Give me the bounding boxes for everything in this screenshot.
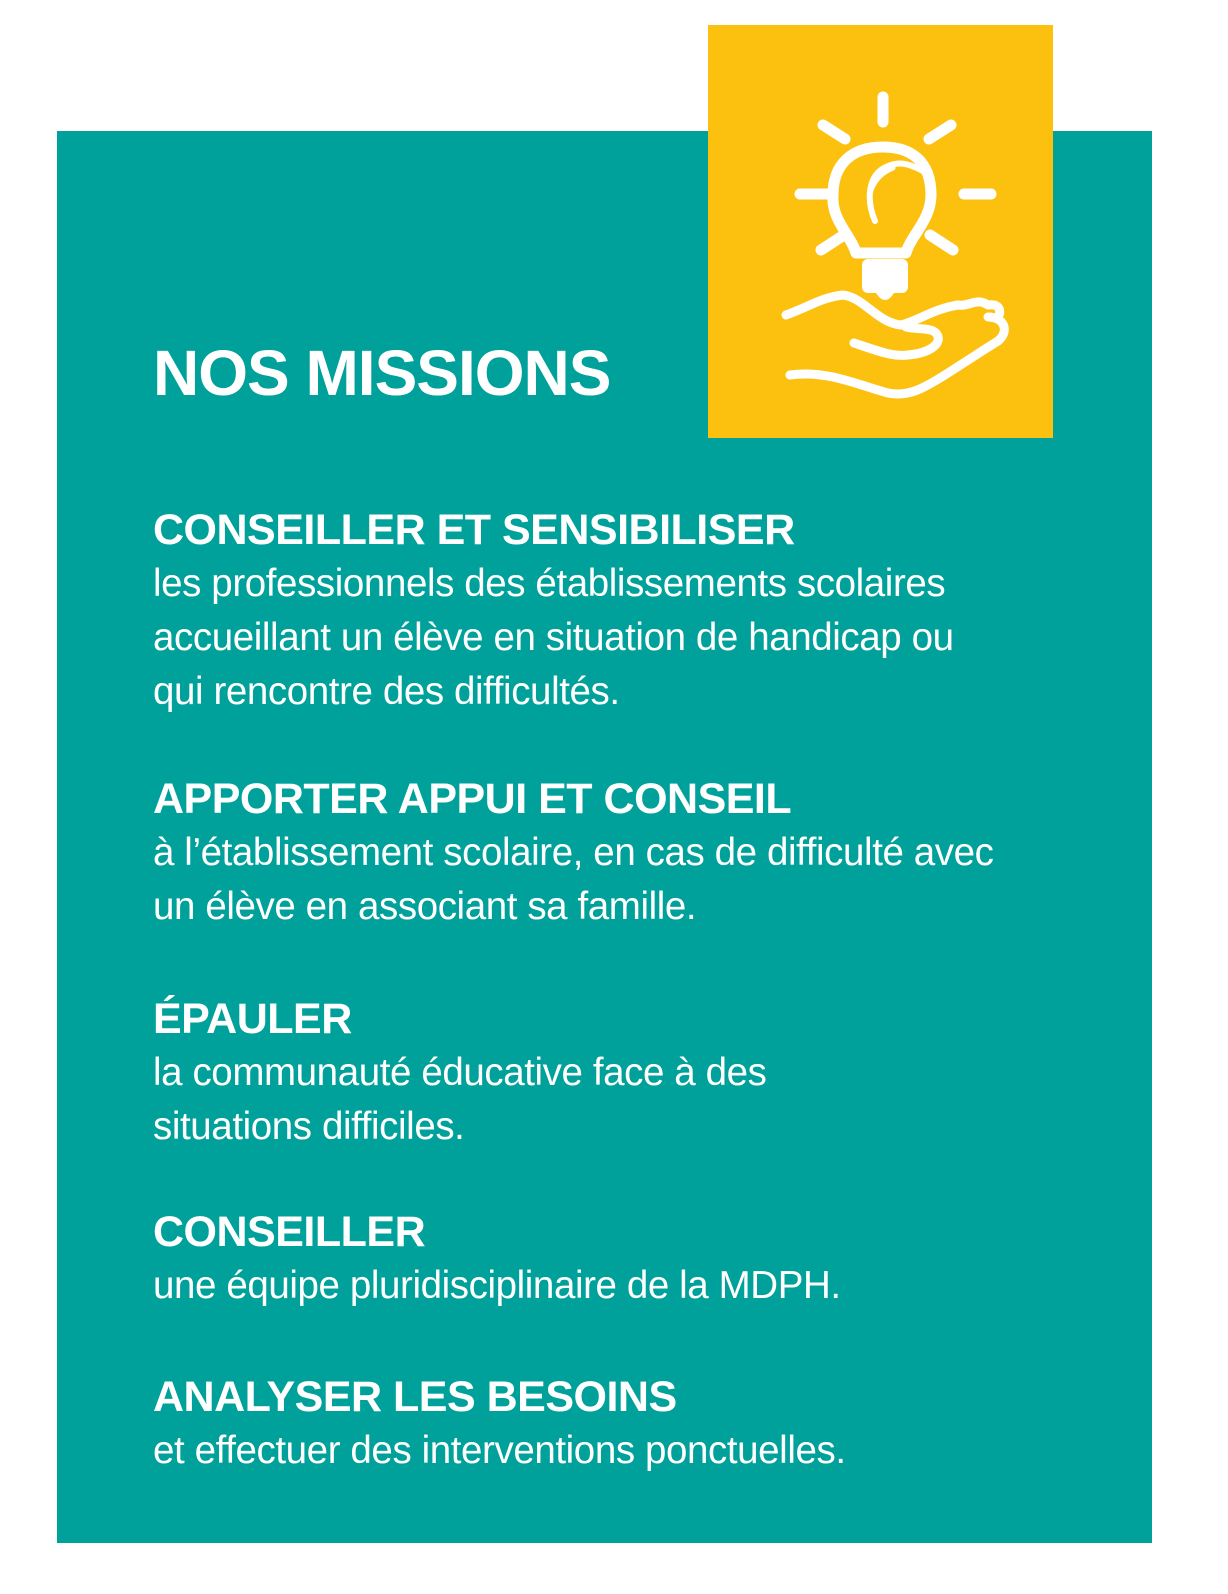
mission-text: la communauté éducative face à des: [153, 1051, 767, 1094]
mission-heading: CONSEILLER: [153, 1208, 426, 1256]
mission-5: [153, 1370, 846, 1478]
mission-text: qui rencontre des difficultés.: [153, 670, 620, 713]
icon-badge: [708, 25, 1053, 438]
mission-4: [153, 1205, 841, 1313]
mission-heading: CONSEILLER ET SENSIBILISER: [153, 506, 795, 554]
mission-3: [153, 992, 766, 1154]
mission-heading: ANALYSER LES BESOINS: [153, 1373, 677, 1421]
mission-text: à l’établissement scolaire, en cas de difficulté avec: [153, 831, 994, 874]
page-title: NOS MISSIONS: [153, 337, 611, 409]
mission-heading: APPORTER APPUI ET CONSEIL: [153, 775, 792, 823]
mission-1: [153, 503, 954, 719]
mission-2: [153, 772, 994, 934]
mission-text: situations difficiles.: [153, 1105, 465, 1148]
mission-heading: ÉPAULER: [153, 995, 352, 1043]
lightbulb-in-hand-icon: [708, 25, 1053, 438]
mission-text: les professionnels des établissements scolaires: [153, 562, 946, 605]
mission-text: accueillant un élève en situation de handicap ou: [153, 616, 954, 659]
mission-text: une équipe pluridisciplinaire de la MDPH.: [153, 1264, 841, 1307]
mission-text: un élève en associant sa famille.: [153, 885, 697, 928]
mission-text: et effectuer des interventions ponctuelles.: [153, 1429, 846, 1472]
